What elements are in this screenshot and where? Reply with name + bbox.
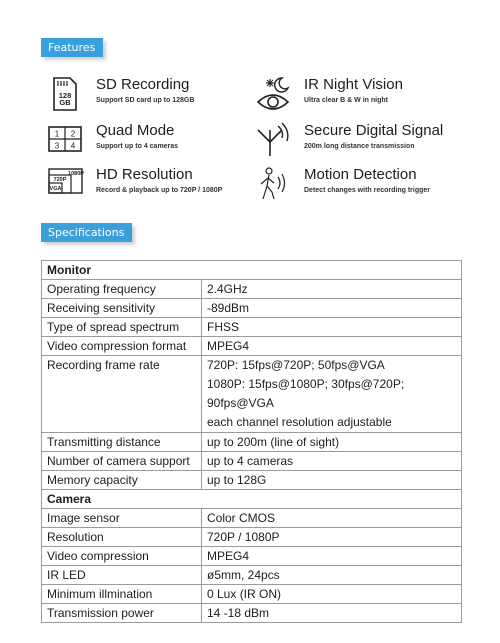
spec-value: FHSS (202, 318, 462, 337)
table-row (42, 566, 462, 585)
spec-value-line: 1080P: 15fps@1080P; 30fps@720P; 90fps@VGA (207, 377, 405, 410)
spec-label: Transmitting distance (42, 433, 202, 452)
spec-label: Operating frequency (42, 280, 202, 299)
spec-value: up to 128G (202, 471, 462, 490)
svg-text:GB: GB (59, 98, 71, 107)
spec-value: ø5mm, 24pcs (202, 566, 462, 585)
table-row (42, 471, 462, 490)
table-row (42, 585, 462, 604)
feature-description: Ultra clear B & W in night (304, 97, 389, 104)
table-row (42, 318, 462, 337)
feature-description: Support SD card up to 128GB (96, 97, 195, 104)
table-row (42, 509, 462, 528)
spec-value: MPEG4 (202, 547, 462, 566)
svg-text:1: 1 (54, 129, 60, 139)
table-row (42, 356, 462, 433)
svg-text:3: 3 (54, 141, 60, 151)
walking-person-icon (256, 166, 292, 202)
feature-title: IR Night Vision (304, 76, 403, 93)
feature-title: SD Recording (96, 76, 190, 93)
spec-value (202, 356, 462, 433)
spec-label: Image sensor (42, 509, 202, 528)
section-heading: Camera (42, 490, 462, 509)
quad-grid-icon (48, 122, 84, 158)
svg-text:720P: 720P (53, 177, 67, 183)
feature-title: Motion Detection (304, 166, 417, 183)
table-row (42, 547, 462, 566)
spec-value: -89dBm (202, 299, 462, 318)
section-heading: Monitor (42, 261, 462, 280)
eye-moon-icon (256, 76, 292, 112)
spec-label: Resolution (42, 528, 202, 547)
spec-value: 14 -18 dBm (202, 604, 462, 623)
spec-label: Video compression (42, 547, 202, 566)
spec-label: Number of camera support (42, 452, 202, 471)
spec-label: Receiving sensitivity (42, 299, 202, 318)
table-row (42, 299, 462, 318)
spec-label: Transmission power (42, 604, 202, 623)
spec-value: MPEG4 (202, 337, 462, 356)
resolution-icon (48, 166, 84, 202)
spec-value: 0 Lux (IR ON) (202, 585, 462, 604)
table-section-row (42, 261, 462, 280)
table-row (42, 604, 462, 623)
svg-text:128: 128 (58, 91, 72, 100)
sd-card-icon (48, 76, 84, 112)
specifications-section-tag: Specifications (41, 223, 132, 242)
feature-description: Record & playback up to 720P / 1080P (96, 187, 223, 194)
spec-label: IR LED (42, 566, 202, 585)
spec-value: 2.4GHz (202, 280, 462, 299)
feature-description: Detect changes with recording trigger (304, 187, 431, 194)
table-row (42, 433, 462, 452)
table-row (42, 528, 462, 547)
feature-description: Support up to 4 cameras (96, 143, 179, 150)
table-row (42, 452, 462, 471)
spec-label: Video compression format (42, 337, 202, 356)
feature-title: Quad Mode (96, 122, 175, 139)
feature-description: 200m long distance transmission (304, 143, 415, 150)
specifications-table (41, 260, 462, 623)
table-row (42, 280, 462, 299)
spec-value: Color CMOS (202, 509, 462, 528)
spec-label: Minimum illmination (42, 585, 202, 604)
spec-label: Recording frame rate (42, 356, 202, 433)
spec-value: up to 200m (line of sight) (202, 433, 462, 452)
spec-value-line: 720P: 15fps@720P; 50fps@VGA (207, 358, 385, 372)
table-row (42, 337, 462, 356)
svg-text:2: 2 (70, 129, 76, 139)
svg-text:4: 4 (70, 141, 76, 151)
table-section-row (42, 490, 462, 509)
antenna-signal-icon (256, 122, 292, 158)
feature-title: HD Resolution (96, 166, 193, 183)
spec-value: 720P / 1080P (202, 528, 462, 547)
svg-text:1080P: 1080P (68, 171, 84, 177)
spec-label: Memory capacity (42, 471, 202, 490)
svg-text:VGA: VGA (49, 186, 62, 192)
spec-value: up to 4 cameras (202, 452, 462, 471)
features-section-tag: Features (41, 38, 103, 57)
spec-label: Type of spread spectrum (42, 318, 202, 337)
spec-value-line: each channel resolution adjustable (207, 415, 392, 429)
feature-title: Secure Digital Signal (304, 122, 444, 139)
